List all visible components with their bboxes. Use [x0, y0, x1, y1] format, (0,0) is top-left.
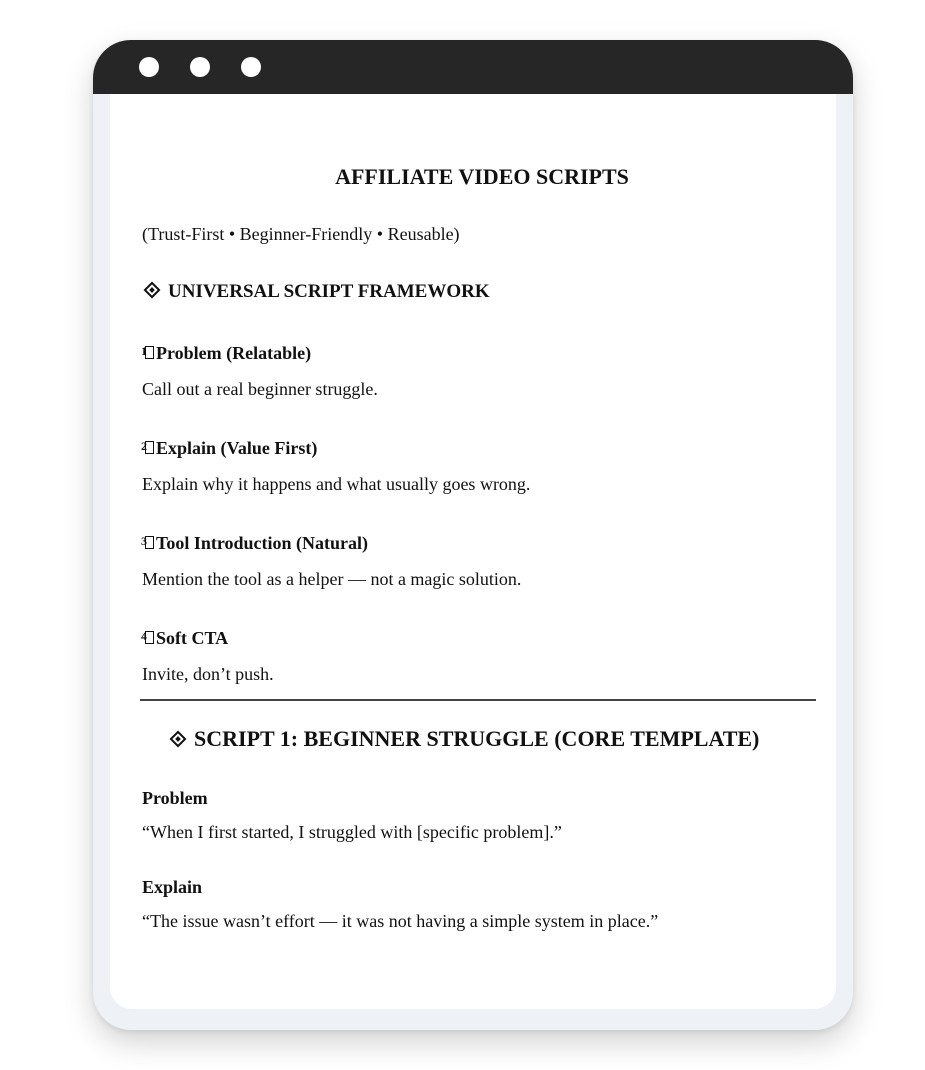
window-control-dot-3[interactable] — [241, 57, 261, 77]
document-window — [93, 40, 853, 1030]
section-divider — [140, 699, 816, 701]
diamond-icon — [144, 282, 161, 299]
step-4-text: Invite, don’t push. — [142, 664, 274, 684]
window-control-dot-2[interactable] — [190, 57, 210, 77]
script-1-heading — [168, 726, 759, 752]
doc-subtitle: (Trust-First • Beginner-Friendly • Reusable) — [142, 224, 460, 244]
window-titlebar — [93, 40, 853, 94]
step-number-badge: 3 — [142, 536, 153, 550]
step-2-title — [142, 438, 317, 459]
step-3-title-text: Tool Introduction (Natural) — [156, 533, 369, 553]
step-2-text: Explain why it happens and what usually goes wrong. — [142, 474, 531, 494]
step-4-title-text: Soft CTA — [156, 628, 229, 648]
script-1-problem-text: “When I first started, I struggled with [specific problem].” — [142, 822, 562, 842]
script-1-problem-label: Problem — [142, 788, 208, 808]
document-page — [110, 94, 836, 1009]
step-4-title — [142, 628, 228, 649]
script-1-explain-text: “The issue wasn’t effort — it was not having a simple system in place.” — [142, 911, 659, 931]
script-1-heading-text: SCRIPT 1: BEGINNER STRUGGLE (CORE TEMPLATE) — [194, 726, 760, 751]
framework-heading — [142, 281, 490, 303]
doc-title: AFFILIATE VIDEO SCRIPTS — [335, 164, 629, 189]
diamond-icon — [170, 731, 187, 748]
window-control-dot-1[interactable] — [139, 57, 159, 77]
step-1-text: Call out a real beginner struggle. — [142, 379, 378, 399]
script-1-explain-label: Explain — [142, 877, 203, 897]
step-1-title-text: Problem (Relatable) — [156, 343, 312, 363]
step-3-title — [142, 533, 368, 554]
step-3-text: Mention the tool as a helper — not a magic solution. — [142, 569, 522, 589]
step-number-badge: 4 — [142, 631, 153, 645]
step-1-title — [142, 343, 311, 364]
step-2-title-text: Explain (Value First) — [156, 438, 318, 458]
framework-heading-text: UNIVERSAL SCRIPT FRAMEWORK — [168, 281, 490, 302]
step-number-badge: 1 — [142, 346, 153, 360]
step-number-badge: 2 — [142, 441, 153, 455]
